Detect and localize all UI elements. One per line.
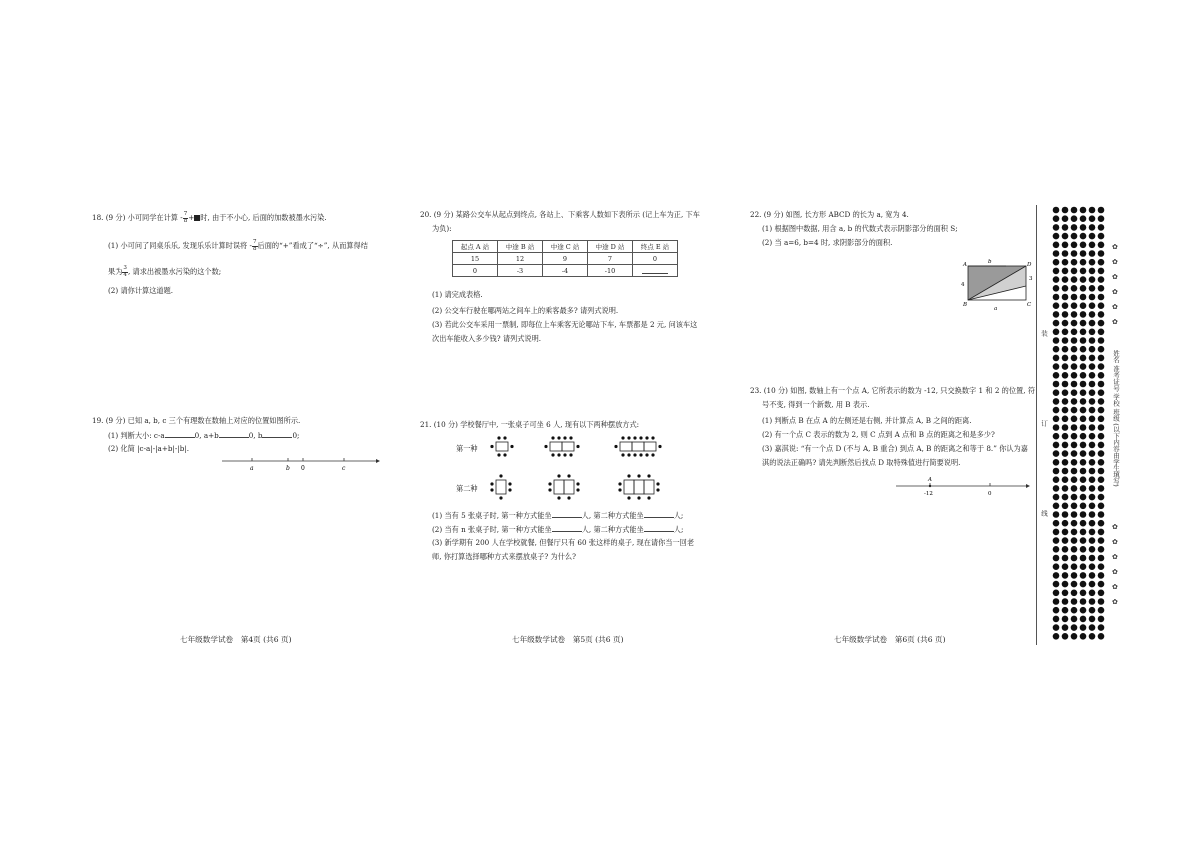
- table-header-row: [453, 241, 678, 253]
- binding-char-xian: 线: [1040, 510, 1048, 517]
- q21-part1-a: (1) 当有 5 张桌子时, 第一种方式能坐: [432, 511, 552, 520]
- table-cell: 9: [543, 253, 588, 265]
- q18-frac-num: 7: [183, 211, 188, 217]
- binding-char-zhuang: 装: [1040, 330, 1048, 337]
- q20-intro-cont: 为负):: [432, 224, 452, 233]
- q21-arrangement-figure: [488, 432, 688, 502]
- q18-part1: [108, 240, 368, 252]
- fig-label-3: 3: [1029, 276, 1033, 282]
- answer-blank[interactable]: [644, 510, 674, 518]
- answer-blank[interactable]: [552, 524, 582, 532]
- answer-blank[interactable]: [644, 524, 674, 532]
- table-cell: 0: [453, 265, 498, 277]
- q18-cont-text-a: 果为: [108, 267, 123, 277]
- axis-label-c: c: [342, 465, 346, 472]
- table-header-cell: 终点 E 站: [633, 241, 678, 253]
- table-answer-cell[interactable]: [633, 265, 678, 277]
- q22-rectangle-figure: [960, 258, 1040, 316]
- table-header-cell: 起点 A 站: [453, 241, 498, 253]
- q21-label-second: 第二种: [456, 484, 478, 493]
- dot-grid-icon: [1052, 206, 1106, 642]
- q23-part1: (1) 判断点 B 在点 A 的左侧还是右侧, 并计算点 A, B 之间的距离.: [762, 416, 972, 425]
- q21-part2-c: 人;: [673, 525, 684, 534]
- axis-label-a: a: [250, 465, 254, 472]
- fig-label-b-length: b: [988, 259, 992, 265]
- q19-part2: (2) 化简 |c-a|-|a+b|-|b|.: [108, 444, 190, 453]
- q18-part1-text-b: 后面的“+”看成了“÷”, 从而算得结: [257, 241, 368, 251]
- q20-part2: (2) 公交车行驶在哪两站之间车上的乘客最多? 请列式说明.: [432, 306, 619, 315]
- q23-intro: 23. (10 分) 如图, 数轴上有一个点 A, 它所表示的数为 -12, 只交换数字 1 和 2 的位置, 符: [750, 386, 1036, 395]
- axis-label-zero: 0: [301, 465, 305, 472]
- q18-plus: +: [188, 213, 195, 223]
- fig-label-a-length: a: [994, 306, 998, 312]
- fig-label-d-point: D: [1027, 262, 1032, 268]
- q19-part1-a: (1) 判断大小: c-a: [108, 431, 165, 440]
- q21-part1-c: 人;: [673, 511, 684, 520]
- answer-blank[interactable]: [552, 510, 582, 518]
- q21-label-first: 第一种: [456, 444, 478, 453]
- fig-label-4: 4: [961, 282, 965, 288]
- table-cell: -10: [588, 265, 633, 277]
- table-cell: 0: [633, 253, 678, 265]
- q21-part2-a: (2) 当有 n 张桌子时, 第一种方式能坐: [432, 525, 552, 534]
- q23-intro-cont: 号不变, 得到一个新数, 用 B 表示.: [762, 400, 870, 409]
- table-header-cell: 中途 D 站: [588, 241, 633, 253]
- star-markers-bottom: ✿ ✿ ✿ ✿ ✿ ✿: [1112, 523, 1118, 606]
- table-cell: -3: [498, 265, 543, 277]
- answer-blank[interactable]: [262, 430, 292, 438]
- q20-intro: 20. (9 分) 某路公交车从起点到终点, 各站上、下乘客人数如下表所示 (记上车为正, 下车: [420, 210, 700, 219]
- q18-intro-text-a: 18. (9 分) 小可同学在计算 -: [92, 213, 183, 223]
- axis-label-zero: 0: [988, 491, 992, 497]
- page-6-footer: 七年级数学试卷 第6页 (共6 页): [834, 635, 946, 644]
- dot-matrix-pattern: [1052, 206, 1106, 642]
- q20-passenger-table: [452, 240, 678, 277]
- answer-blank[interactable]: [642, 266, 668, 274]
- q21-part2: [432, 524, 683, 534]
- q19-intro: 19. (9 分) 已知 a, b, c 三个有理数在数轴上对应的位置如图所示.: [92, 416, 301, 425]
- q18-part2: (2) 请你计算这道题.: [108, 286, 174, 295]
- q19-part1-c: 0, b: [248, 431, 263, 440]
- fig-label-c-point: C: [1027, 302, 1032, 308]
- table-row: [453, 253, 678, 265]
- fig-label-b-point: B: [963, 302, 968, 308]
- q23-part3: (3) 嘉淇说: “有一个点 D (不与 A, B 重合) 到点 A, B 的距离之和等于 8.” 你认为嘉: [762, 444, 1028, 453]
- q23-part2: (2) 有一个点 C 表示的数为 2, 则 C 点到 A 点和 B 点的距离之和是多少?: [762, 430, 995, 439]
- table-cell: 7: [588, 253, 633, 265]
- q19-number-line: [222, 452, 382, 474]
- q18-frac2-num: 7: [252, 239, 257, 245]
- table-header-cell: 中途 C 站: [543, 241, 588, 253]
- q18-intro-text-c: 时, 由于不小心, 后面的加数被墨水污染.: [200, 213, 327, 223]
- axis-label-minus12: -12: [924, 491, 933, 497]
- q23-number-line: [896, 478, 1036, 500]
- q20-part1: (1) 请完成表格.: [432, 290, 483, 299]
- q21-part3-cont: 师, 你打算选择哪种方式来摆放桌子? 为什么?: [432, 552, 576, 561]
- page-5-footer: 七年级数学试卷 第5页 (共6 页): [512, 635, 624, 644]
- q18-part1-cont: [108, 266, 221, 278]
- table-cell: 12: [498, 253, 543, 265]
- q22-intro: 22. (9 分) 如图, 长方形 ABCD 的长为 a, 宽为 4.: [750, 210, 909, 219]
- star-markers-top: ✿ ✿ ✿ ✿ ✿ ✿: [1112, 243, 1118, 326]
- answer-blank[interactable]: [165, 430, 195, 438]
- answer-blank[interactable]: [219, 430, 249, 438]
- q22-part1: (1) 根据图中数据, 用含 a, b 的代数式表示阴影部分的面积 S;: [762, 224, 958, 233]
- q22-part2: (2) 当 a=6, b=4 时, 求阴影部分的面积.: [762, 238, 893, 247]
- binding-char-ding: 订: [1040, 420, 1048, 427]
- axis-label-point-a: A: [928, 477, 932, 483]
- table-cell: -4: [543, 265, 588, 277]
- q18-intro: [92, 212, 327, 224]
- q21-part3: (3) 新学期有 200 人在学校就餐, 但餐厅只有 60 张这样的桌子, 现在请你当一回老: [432, 538, 695, 547]
- q18-frac3-den: 4: [123, 271, 127, 278]
- q18-part1-text-a: (1) 小可问了同桌乐乐, 发现乐乐计算时误将 -: [108, 241, 252, 251]
- q21-intro: 21. (10 分) 学校餐厅中, 一张桌子可坐 6 人, 现有以下两种摆放方式:: [420, 420, 640, 429]
- q23-part3-cont: 淇的说法正确吗? 请先判断然后找点 D 取特殊值进行简要说明.: [762, 458, 961, 467]
- q21-part1: [432, 510, 683, 520]
- q19-part1: [108, 430, 299, 440]
- table-row: [453, 265, 678, 277]
- q20-part3-cont: 次出车能收入多少钱? 请列式说明.: [432, 334, 542, 343]
- axis-label-b: b: [286, 465, 290, 472]
- q18-frac-den: 8: [183, 217, 188, 224]
- q18-frac3-num: 3: [123, 265, 127, 271]
- q20-part3: (3) 若此公交车采用一票制, 即每位上车乘客无论哪站下车, 车票都是 2 元, 问该车这: [432, 320, 698, 329]
- student-info-label: 姓名 准考证号 学校 班级 (以下内容由学生填写): [1112, 350, 1120, 487]
- binding-line: [1036, 205, 1037, 645]
- table-cell: 15: [453, 253, 498, 265]
- table-header-cell: 中途 B 站: [498, 241, 543, 253]
- q18-frac2-den: 8: [252, 245, 257, 252]
- q19-part1-d: 0;: [292, 431, 300, 440]
- q21-part2-b: 人, 第二种方式能坐: [581, 525, 644, 534]
- fig-label-a-point: A: [963, 262, 967, 268]
- q19-part1-b: 0, a+b: [194, 431, 219, 440]
- page-4-footer: 七年级数学试卷 第4页 (共6 页): [180, 635, 292, 644]
- q21-part1-b: 人, 第二种方式能坐: [581, 511, 644, 520]
- q18-cont-text-b: , 请求出被墨水污染的这个数;: [127, 267, 222, 277]
